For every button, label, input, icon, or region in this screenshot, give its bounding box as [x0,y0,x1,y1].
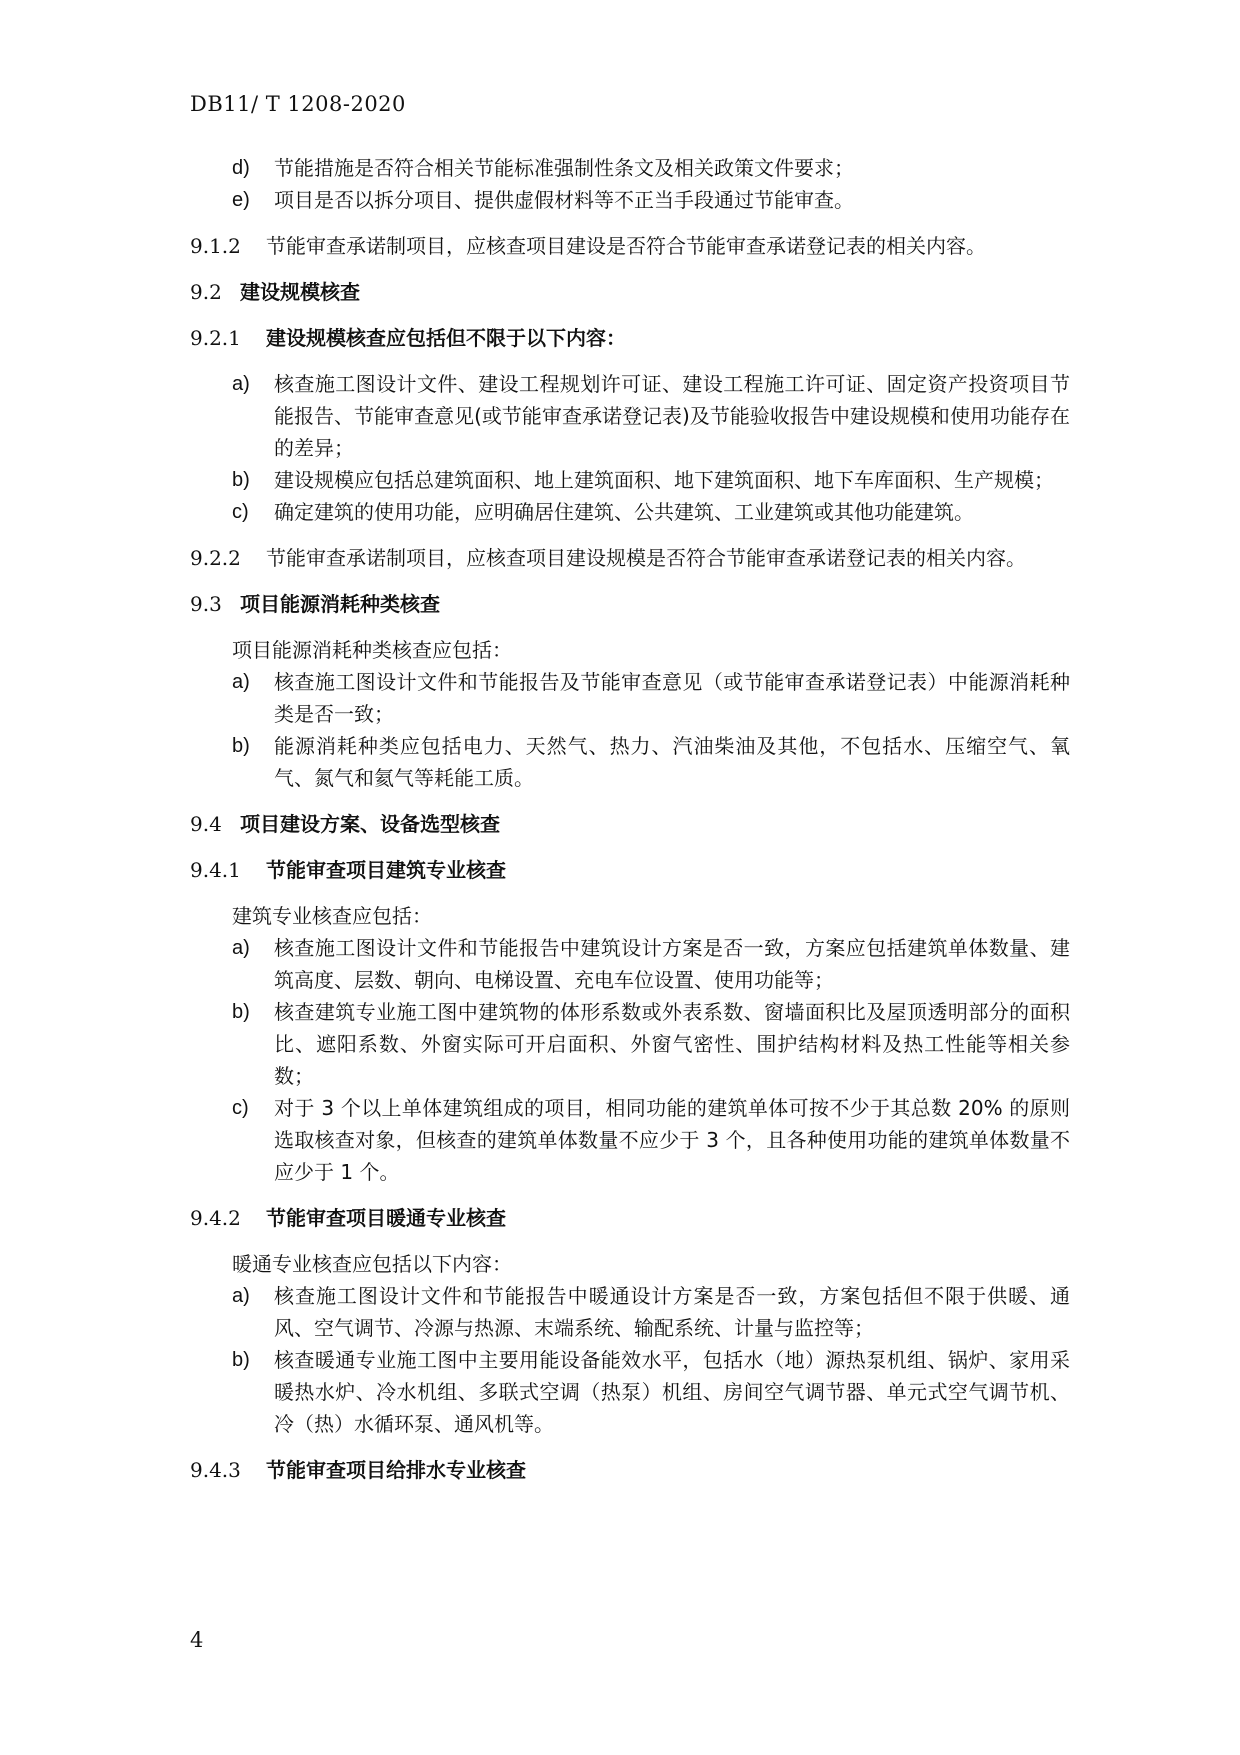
list-marker: b) [232,1349,250,1371]
list-marker: a) [232,1285,250,1307]
clause-text: 节能审查承诺制项目，应核查项目建设是否符合节能审查承诺登记表的相关内容。 [266,234,986,258]
list-item [232,932,1070,996]
list-text: 能源消耗种类应包括电力、天然气、热力、汽油柴油及其他，不包括水、压缩空气、氧气、氮气和氦气等耗能工质。 [274,734,1070,790]
list-text: 核查建筑专业施工图中建筑物的体形系数或外表系数、窗墙面积比及屋顶透明部分的面积比、遮阳系数、外窗实际可开启面积、外窗气密性、围护结构材料及热工性能等相关参数； [274,1000,1070,1088]
list-item [232,1280,1070,1344]
heading-number: 9.4.3 [190,1458,241,1482]
list-text: 核查施工图设计文件和节能报告中建筑设计方案是否一致，方案应包括建筑单体数量、建筑高度、层数、朝向、电梯设置、充电车位设置、使用功能等； [274,936,1070,992]
heading-9-4 [190,808,1070,840]
intro-text: 暖通专业核查应包括以下内容： [232,1252,512,1276]
list-item [232,666,1070,730]
list-text: 核查施工图设计文件和节能报告及节能审查意见（或节能审查承诺登记表）中能源消耗种类是否一致； [274,670,1070,726]
heading-9-2-1 [190,322,1070,354]
list-item [232,496,1070,528]
list-text: 确定建筑的使用功能，应明确居住建筑、公共建筑、工业建筑或其他功能建筑。 [274,500,974,524]
list-text: 节能措施是否符合相关节能标准强制性条文及相关政策文件要求； [274,156,854,180]
clause-9-2-2 [190,542,1070,574]
list-marker: b) [232,1001,250,1023]
list-marker: b) [232,735,250,757]
clause-9-1-2 [190,230,1070,262]
list-item [232,184,1070,216]
intro-text: 项目能源消耗种类核查应包括： [232,638,512,662]
heading-title: 建设规模核查 [240,280,360,304]
heading-9-4-3 [190,1454,1070,1486]
heading-number: 9.4.1 [190,858,241,882]
heading-number: 9.2 [190,280,222,304]
heading-9-3 [190,588,1070,620]
heading-number: 9.4.2 [190,1206,241,1230]
heading-number: 9.2.1 [190,326,241,350]
list-marker: a) [232,937,250,959]
intro-text: 建筑专业核查应包括： [232,904,432,928]
heading-title: 节能审查项目建筑专业核查 [266,858,506,882]
clause-number: 9.2.2 [190,546,241,570]
document-body [190,152,1070,1486]
document-code: DB11/ T 1208-2020 [190,92,406,116]
heading-title: 节能审查项目暖通专业核查 [266,1206,506,1230]
heading-9-4-2 [190,1202,1070,1234]
heading-9-2 [190,276,1070,308]
clause-text: 节能审查承诺制项目，应核查项目建设规模是否符合节能审查承诺登记表的相关内容。 [266,546,1026,570]
list-text: 核查施工图设计文件、建设工程规划许可证、建设工程施工许可证、固定资产投资项目节能报告、节能审查意见(或节能审查承诺登记表)及节能验收报告中建设规模和使用功能存在的差异； [274,372,1070,460]
heading-title: 项目建设方案、设备选型核查 [240,812,500,836]
list-marker: c) [232,501,249,523]
list-item [232,1344,1070,1440]
list-marker: a) [232,373,250,395]
clause-number: 9.1.2 [190,234,241,258]
list-item [232,464,1070,496]
list-text: 建设规模应包括总建筑面积、地上建筑面积、地下建筑面积、地下车库面积、生产规模； [274,468,1054,492]
list-text: 核查暖通专业施工图中主要用能设备能效水平，包括水（地）源热泵机组、锅炉、家用采暖热水炉、冷水机组、多联式空调（热泵）机组、房间空气调节器、单元式空气调节机、冷（热）水循环泵、通风机等。 [274,1348,1070,1436]
page-number: 4 [190,1628,204,1652]
list-item [232,368,1070,464]
list-text: 项目是否以拆分项目、提供虚假材料等不正当手段通过节能审查。 [274,188,854,212]
heading-number: 9.3 [190,592,222,616]
heading-title: 节能审查项目给排水专业核查 [266,1458,526,1482]
heading-title: 项目能源消耗种类核查 [240,592,440,616]
list-item [232,730,1070,794]
heading-title: 建设规模核查应包括但不限于以下内容： [266,326,626,350]
list-text: 核查施工图设计文件和节能报告中暖通设计方案是否一致，方案包括但不限于供暖、通风、空气调节、冷源与热源、末端系统、输配系统、计量与监控等； [274,1284,1070,1340]
list-marker: c) [232,1097,249,1119]
heading-number: 9.4 [190,812,222,836]
list-marker: d) [232,157,250,179]
list-item [232,1092,1070,1188]
list-marker: a) [232,671,250,693]
list-item [232,152,1070,184]
list-marker: b) [232,469,250,491]
list-item [232,996,1070,1092]
list-marker: e) [232,189,250,211]
list-text: 对于 3 个以上单体建筑组成的项目，相同功能的建筑单体可按不少于其总数 20% 的原则选取核查对象，但核查的建筑单体数量不应少于 3 个，且各种使用功能的建筑单体数量不应少于 1 个。 [274,1096,1070,1184]
heading-9-4-1 [190,854,1070,886]
